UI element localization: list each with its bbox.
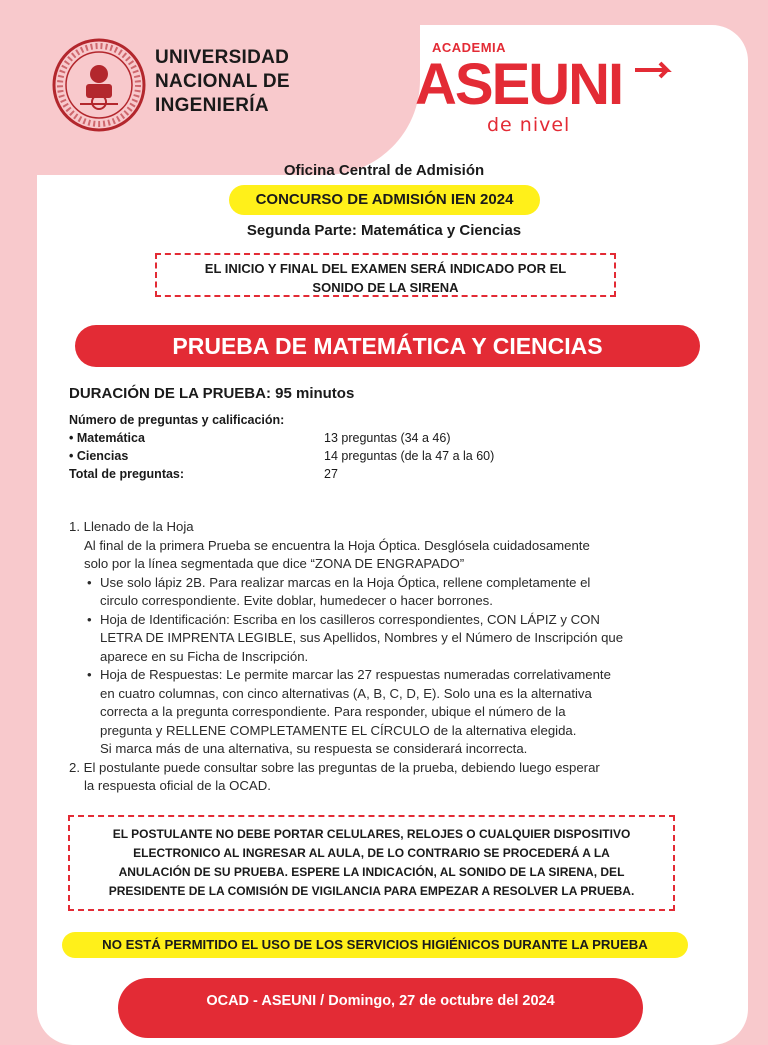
instruction-line: en cuatro columnas, con cinco alternativas (A, B, C, D, E). Solo una es la alternativa [100, 685, 592, 701]
questions-total-label: Total de preguntas: [69, 467, 185, 481]
siren-notice [155, 253, 616, 297]
questions-row-label: • Matemática [69, 431, 145, 445]
device-warning [68, 815, 675, 911]
academy-logo-text: ASEUNI [415, 52, 623, 112]
questions-row-value: 14 preguntas (de la 47 a la 60) [324, 449, 495, 463]
arrow-icon [635, 63, 667, 77]
university-name-line: UNIVERSIDAD [155, 47, 290, 68]
academy-logo [415, 52, 675, 112]
siren-notice-line: EL INICIO Y FINAL DEL EXAMEN SERÁ INDICADO POR EL [204, 261, 567, 276]
questions-heading: Número de preguntas y calificación: [69, 413, 285, 427]
university-name [155, 46, 290, 118]
university-name-line: NACIONAL DE [155, 71, 290, 92]
questions-row-value: 13 preguntas (34 a 46) [324, 431, 451, 445]
footer-banner: OCAD - ASEUNI / Domingo, 27 de octubre del 2024 [118, 978, 643, 1038]
instructions [69, 518, 709, 796]
test-title-banner: PRUEBA DE MATEMÁTICA Y CIENCIAS [75, 325, 700, 367]
questions-row-label: • Ciencias [69, 449, 129, 463]
instruction-line: la respuesta oficial de la OCAD. [84, 778, 271, 793]
academy-label: ACADEMIA [432, 40, 507, 55]
instruction-line: Si marca más de una alternativa, su respuesta se considerará incorrecta. [100, 741, 528, 756]
university-seal-icon [52, 30, 146, 140]
instruction-line: circulo correspondiente. Evite doblar, humedecer o hacer borrones. [100, 593, 493, 608]
university-name-line: INGENIERÍA [155, 95, 269, 116]
warning-line: EL POSTULANTE NO DEBE PORTAR CELULARES, RELOJES O CUALQUIER DISPOSITIVO [112, 827, 631, 841]
siren-notice-line: SONIDO DE LA SIRENA [312, 280, 459, 295]
instruction-bullet: • Hoja de Respuestas: Le permite marcar las 27 respuestas numeradas correlativamente [69, 666, 709, 685]
duration-label: DURACIÓN DE LA PRUEBA: [69, 385, 271, 402]
warning-line: PRESIDENTE DE LA COMISIÓN DE VIGILANCIA PARA EMPEZAR A RESOLVER LA PRUEBA. [108, 884, 635, 898]
warning-line: ELECTRONICO AL INGRESAR AL AULA, DE LO CONTRARIO SE PROCEDERÁ A LA [133, 846, 610, 860]
part-subtitle: Segunda Parte: Matemática y Ciencias [246, 222, 522, 239]
contest-badge: CONCURSO DE ADMISIÓN IEN 2024 [229, 185, 540, 215]
instruction-heading: 1. Llenado de la Hoja [69, 519, 194, 534]
warning-line: ANULACIÓN DE SU PRUEBA. ESPERE LA INDICACIÓN, AL SONIDO DE LA SIRENA, DEL [118, 865, 625, 879]
instruction-line: Al final de la primera Prueba se encuentra la Hoja Óptica. Desglósela cuidadosamente [84, 537, 590, 553]
instruction-bullet: • Use solo lápiz 2B. Para realizar marcas en la Hoja Óptica, rellene completamente el [69, 574, 709, 593]
academy-tagline: de nivel [487, 114, 571, 136]
instruction-line: aparece en su Ficha de Inscripción. [100, 648, 309, 664]
instruction-line: 2. El postulante puede consultar sobre las preguntas de la prueba, debiendo luego esperar [69, 759, 600, 775]
duration [69, 385, 354, 402]
instruction-line: pregunta y RELLENE COMPLETAMENTE EL CÍRCULO de la alternativa elegida. [100, 722, 577, 738]
instruction-line: LETRA DE IMPRENTA LEGIBLE, sus Apellidos, Nombres y el Número de Inscripción que [100, 630, 624, 645]
office-title: Oficina Central de Admisión [283, 162, 485, 179]
instruction-bullet: • Hoja de Identificación: Escriba en los casilleros correspondientes, CON LÁPIZ y CON [69, 611, 709, 630]
instruction-line: solo por la línea segmentada que dice “ZONA DE ENGRAPADO” [84, 556, 465, 571]
questions-total-value: 27 [324, 467, 338, 481]
instruction-line: correcta a la pregunta correspondiente. Para responder, ubique el número de la [100, 704, 566, 719]
bathroom-notice: NO ESTÁ PERMITIDO EL USO DE LOS SERVICIOS HIGIÉNICOS DURANTE LA PRUEBA [62, 932, 688, 958]
duration-value: 95 minutos [275, 385, 355, 402]
